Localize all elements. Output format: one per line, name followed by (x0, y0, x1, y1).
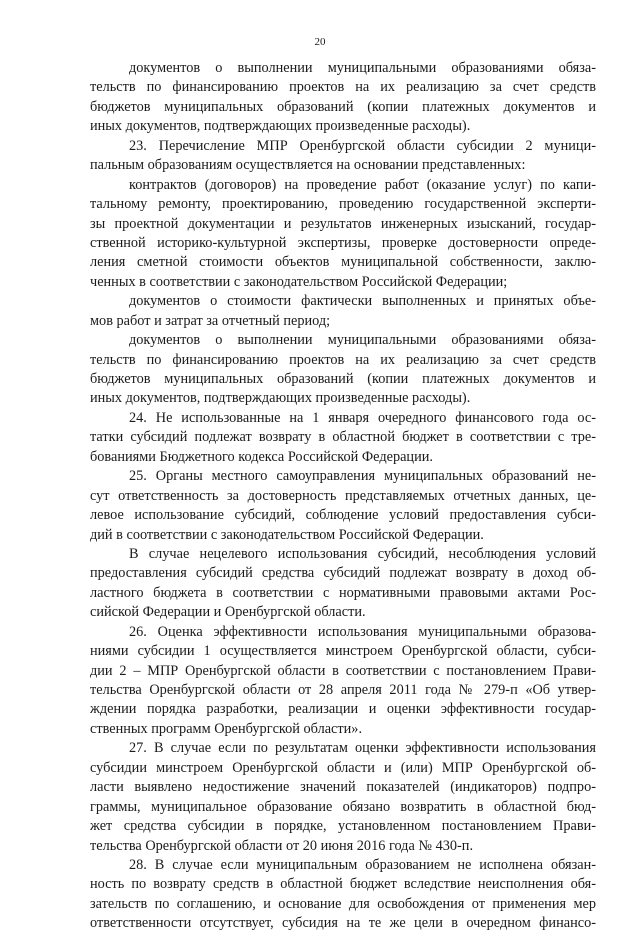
text-line: 26. Оценка эффективности использования муниципальными образова- (129, 623, 596, 640)
text-line: дий в соответствии с законодательством Российской Федерации. (90, 526, 484, 543)
text-line: субсидии минстроем Оренбургской области и (или) МПР Оренбургской об- (90, 759, 596, 776)
text-line: 24. Не использованные на 1 января очередного финансового года ос- (129, 409, 596, 426)
text-line: тельств по финансированию проектов на их реализацию за счет средств (90, 79, 596, 96)
text-line: левое использование субсидий, соблюдение условий предоставления субси- (90, 507, 596, 524)
text-line: ласти выявлено недостижение значений показателей (индикаторов) подпро- (90, 779, 596, 796)
text-line: 23. Перечисление МПР Оренбургской области субсидии 2 муници- (129, 137, 596, 154)
text-line: ность по возврату средств в областной бюджет вследствие неисполнения обя- (90, 876, 596, 893)
text-line: тельства Оренбургской области от 20 июня 2016 года № 430-п. (90, 837, 474, 854)
text-line: бюджетов муниципальных образований (копии платежных документов и (90, 98, 596, 115)
text-line: документов о выполнении муниципальными образованиями обяза- (129, 60, 596, 76)
text-line: документов о стоимости фактически выполненных и принятых объе- (129, 293, 596, 310)
text-line: В случае нецелевого использования субсидий, несоблюдения условий (129, 545, 596, 562)
text-line: тальному ремонту, проектированию, проведению государственной эксперти- (90, 196, 596, 213)
text-line: сийской Федерации и Оренбургской области. (90, 604, 366, 621)
text-line: дии 2 – МПР Оренбургской области в соответствии с постановлением Прави- (90, 662, 596, 679)
text-line: 27. В случае если по результатам оценки эффективности использования (129, 740, 596, 757)
text-line: ластного бюджета в соответствии с нормативными правовыми актами Рос- (90, 584, 596, 601)
text-line: ждении порядка разработки, реализации и оценки эффективности государ- (90, 701, 596, 718)
text-line: тельства Оренбургской области от 28 апреля 2011 года № 279-п «Об утвер- (90, 682, 596, 698)
text-line: ственной историко-культурной экспертизы, проверке достоверности опреде- (90, 234, 596, 251)
text-line: мов работ и затрат за отчетный период; (90, 312, 331, 329)
text-line: предоставления субсидий средства субсидий подлежат возврату в доход об- (90, 565, 596, 582)
text-line: бюджетов муниципальных образований (копии платежных документов и (90, 371, 596, 387)
text-line: документов о выполнении муниципальными образованиями обяза- (129, 332, 596, 349)
document-body (90, 59, 596, 934)
text-line: ответственности отсутствует, субсидия на те же цели в очередном финансо- (90, 915, 596, 932)
text-line: бованиями Бюджетного кодекса Российской Федерации. (90, 448, 433, 465)
text-line: татки субсидий подлежат возврату в областной бюджет в соответствии с тре- (90, 429, 596, 446)
text-line: жет средства субсидии в порядке, установленном постановлением Прави- (90, 818, 596, 835)
text-line: контрактов (договоров) на проведение работ (оказание услуг) по капи- (129, 176, 596, 193)
text-line: 25. Органы местного самоуправления муниципальных образований не- (129, 468, 596, 485)
text-line: зы проектной документации и результатов инженерных изысканий, государ- (90, 215, 596, 232)
text-line: зательств по соглашению, и основание для освобождения от применения мер (90, 895, 596, 912)
text-line: ственных программ Оренбургской области». (90, 720, 363, 737)
text-line: ниями субсидии 1 осуществляется минстроем Оренбургской области, субси- (90, 643, 596, 660)
page-number: 20 (314, 36, 326, 48)
text-line: граммы, муниципальное образование обязано возвратить в областной бюд- (90, 798, 596, 815)
text-line: ления сметной стоимости объектов муниципальной собственности, заклю- (90, 254, 596, 271)
text-line: иных документов, подтверждающих произведенные расходы). (90, 390, 471, 407)
text-line: пальным образованиям осуществляется на основании представленных: (90, 157, 526, 174)
text-line: тельств по финансированию проектов на их реализацию за счет средств (90, 351, 596, 368)
text-line: ченных в соответствии с законодательством Российской Федерации; (90, 273, 508, 290)
text-line: 28. В случае если муниципальным образованием не исполнена обязан- (129, 856, 596, 873)
text-line: иных документов, подтверждающих произведенные расходы). (90, 118, 471, 135)
text-line: сут ответственность за достоверность представляемых отчетных данных, це- (90, 487, 596, 504)
